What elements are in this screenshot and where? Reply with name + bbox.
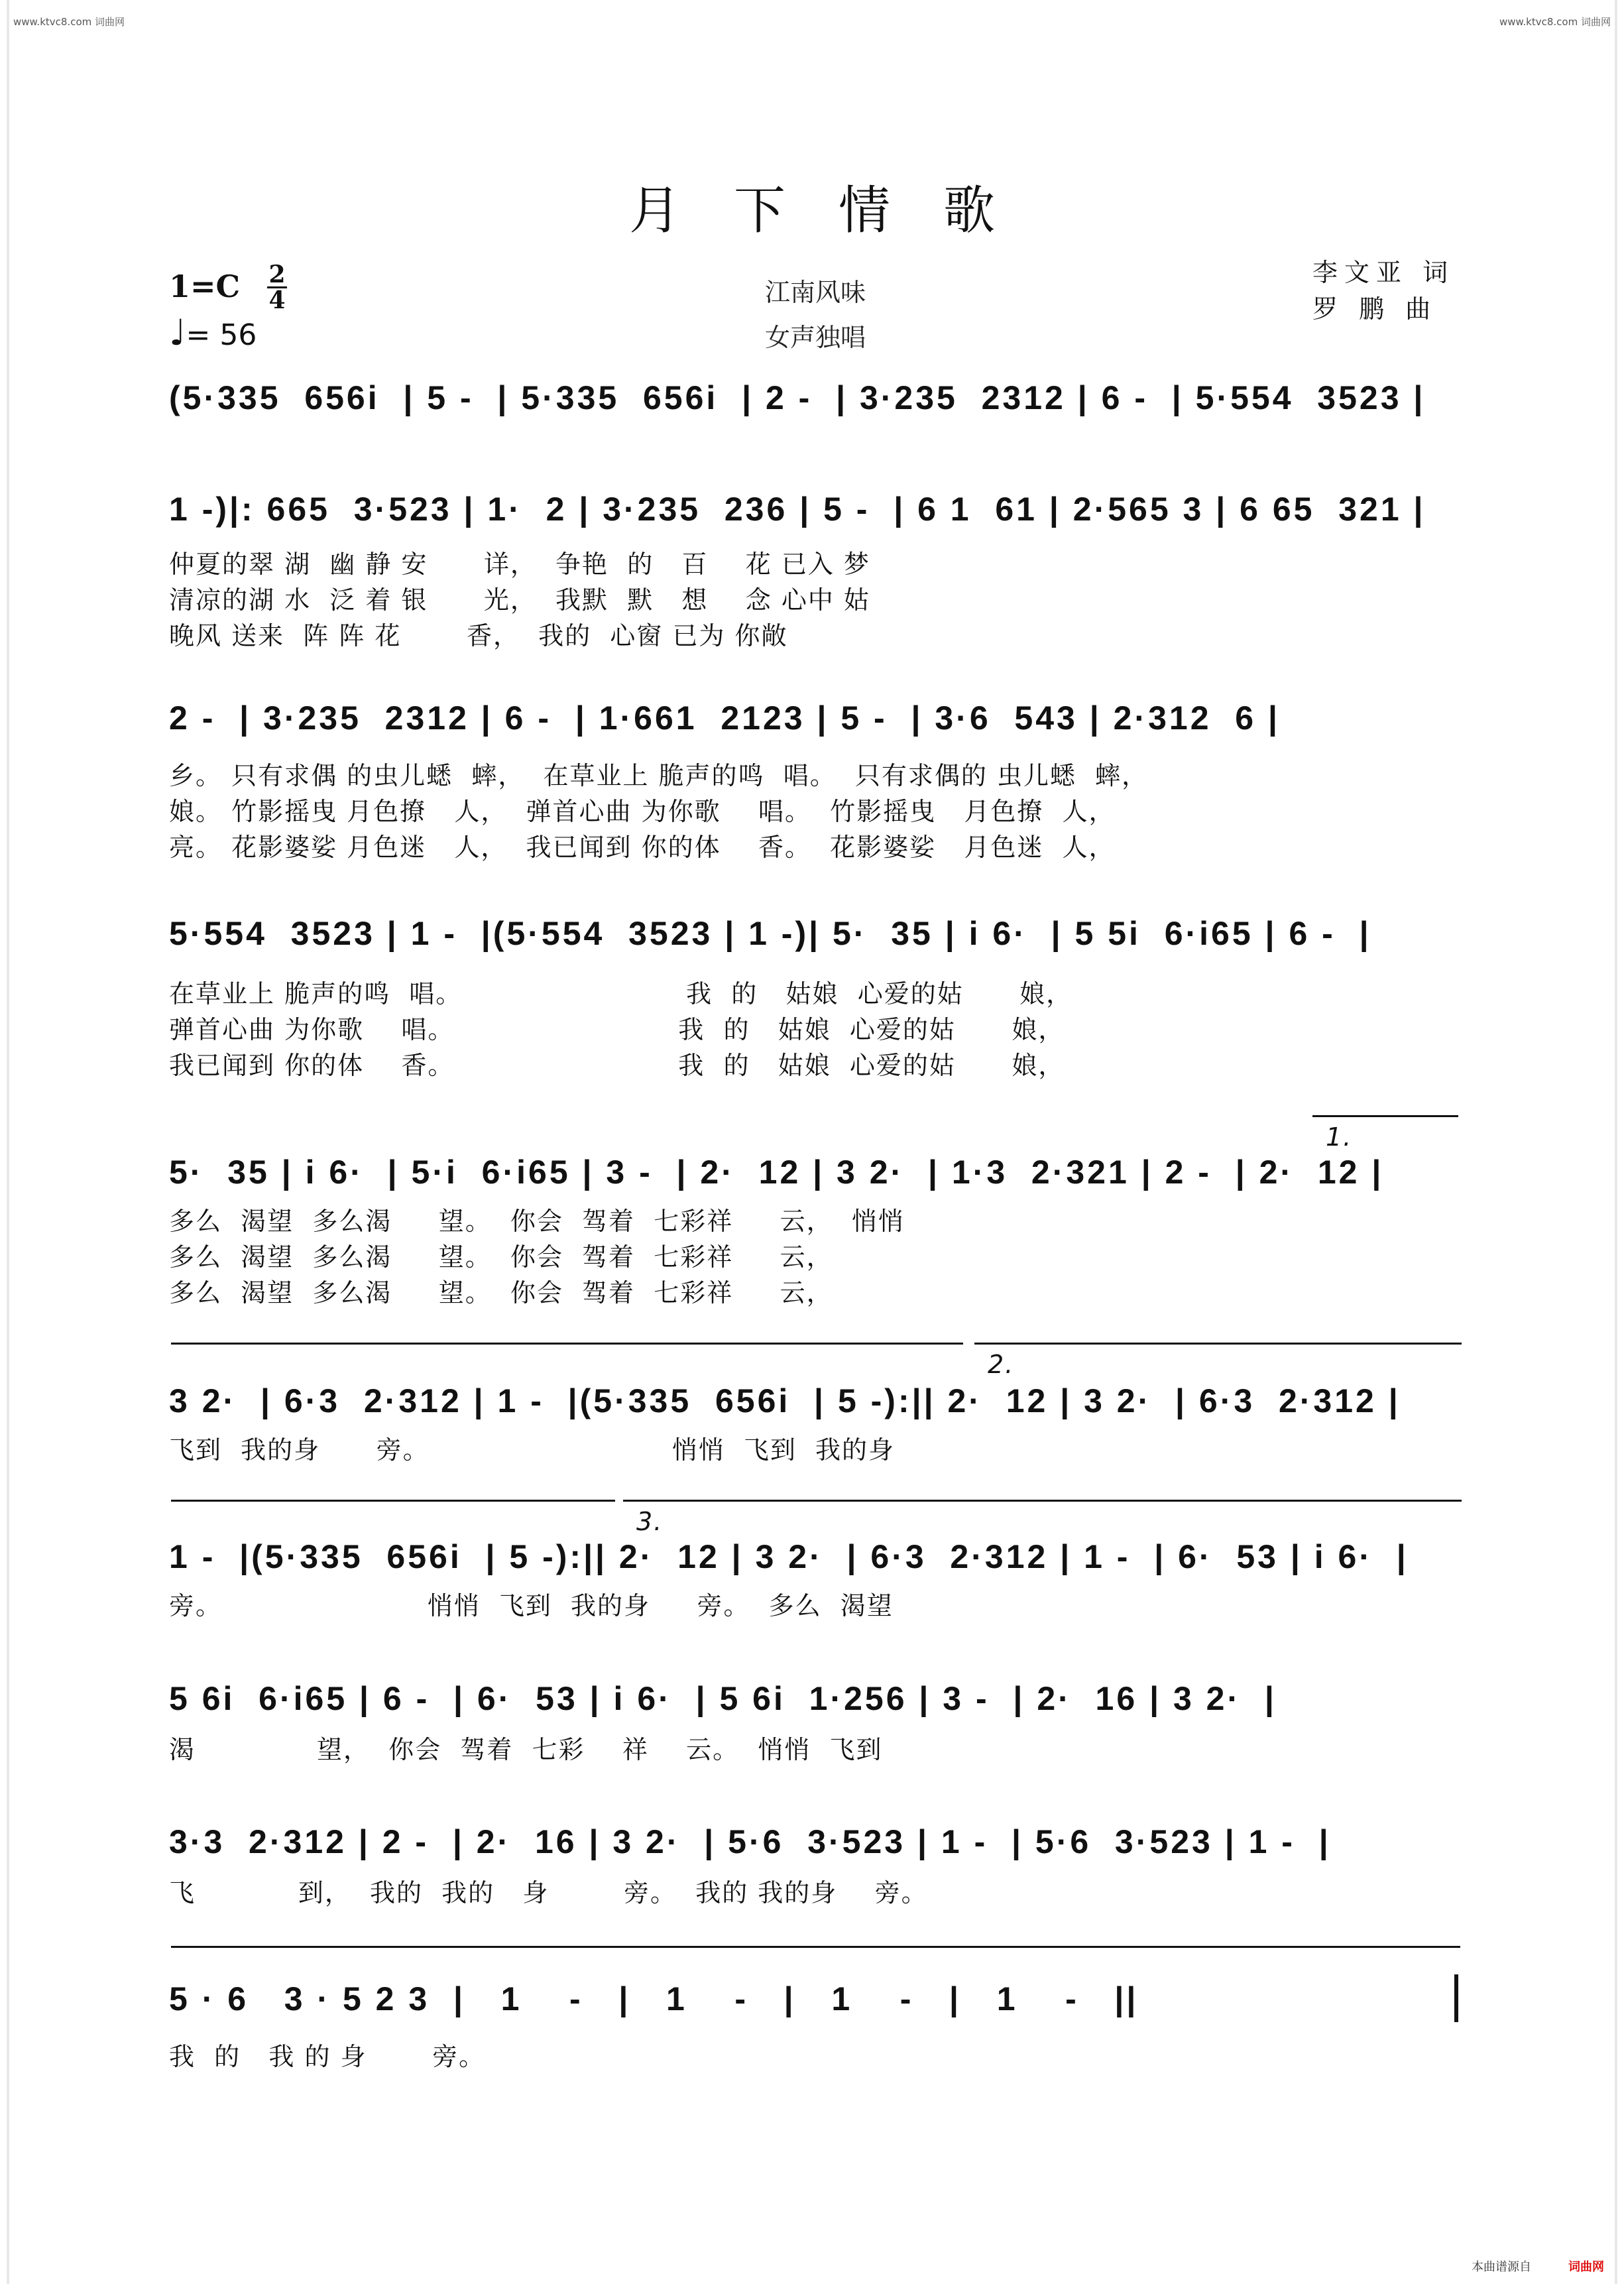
system-4-lyric-1: 在草业上 脆声的鸣 唱。 我 的 姑娘 心爱的姑 娘， xyxy=(169,979,1073,1008)
system-10-notes: 5 · 6 3 · 5 2 3 | 1 - | 1 - | 1 - | 1 - || xyxy=(169,1980,1139,2017)
system-4-notes: 5·554 3523 | 1 - |(5·554 3523 | 1 -)| 5· 35 | i 6· | 5 5i 6·i65 | 6 - | xyxy=(169,915,1371,952)
volta-2-bracket xyxy=(974,1343,1462,1345)
key-signature: 1=C xyxy=(169,269,241,304)
tempo-value: = 56 xyxy=(186,318,257,352)
volta-3-continuation xyxy=(171,1946,1460,1948)
time-signature-bottom: 4 xyxy=(268,286,286,314)
system-9-lyric-1: 飞 到， 我的 我的 身 旁。 我的 我的身 旁。 xyxy=(169,1878,928,1907)
system-9-notes: 3·3 2·312 | 2 - | 2· 16 | 3 2· | 5·6 3·523 | 1 - | 5·6 3·523 | 1 - | xyxy=(169,1823,1331,1860)
volta-1-label: 1. xyxy=(1326,1122,1353,1152)
system-6-lyric-1: 飞到 我的身 旁。 悄悄 飞到 我的身 xyxy=(169,1435,896,1465)
system-5-notes: 5· 35 | i 6· | 5·i 6·i65 | 3 - | 2· 12 | 3 2· | 1·3 2·321 | 2 - | 2· 12 | xyxy=(169,1154,1384,1191)
system-5-lyric-3: 多么 渴望 多么渴 望。 你会 驾着 七彩祥 云， xyxy=(169,1278,833,1307)
system-5-lyric-2: 多么 渴望 多么渴 望。 你会 驾着 七彩祥 云， xyxy=(169,1242,833,1272)
composer-credit: 罗 鹏 曲 xyxy=(1312,294,1438,324)
watermark-right: www.ktvc8.com 词曲网 xyxy=(1499,16,1611,28)
volta-1-bracket xyxy=(1312,1115,1458,1117)
volta-3-bracket xyxy=(623,1500,1462,1502)
system-7-notes: 1 - |(5·335 656i | 5 -):|| 2· 12 | 3 2· | 6·3 2·312 | 1 - | 6· 53 | i 6· | xyxy=(169,1538,1409,1575)
system-2-lyric-2: 清凉的湖 水 泛 着 银 光， 我默 默 想 念 心中 姑 xyxy=(169,585,870,615)
system-4-lyric-2: 弹首心曲 为你歌 唱。 我 的 姑娘 心爱的姑 娘， xyxy=(169,1015,1065,1044)
system-8-notes: 5 6i 6·i65 | 6 - | 6· 53 | i 6· | 5 6i 1·256 | 3 - | 2· 16 | 3 2· | xyxy=(169,1680,1277,1717)
left-margin-strip xyxy=(7,0,9,2284)
system-4-lyric-3: 我已闻到 你的体 香。 我 的 姑娘 心爱的姑 娘， xyxy=(169,1051,1065,1080)
system-3-lyric-3: 亮。 花影婆娑 月色迷 人， 我已闻到 你的体 香。 花影婆娑 月色迷 人， xyxy=(169,833,1116,862)
system-2-lyric-1: 仲夏的翠 湖 幽 静 安 详， 争艳 的 百 花 已入 梦 xyxy=(169,550,870,579)
style-marking: 江南风味 xyxy=(764,278,866,307)
tempo-marking xyxy=(169,312,257,353)
song-title: 月下情歌 xyxy=(628,181,1048,241)
system-3-lyric-1: 乡。 只有求偶 的虫儿蟋 蟀， 在草业上 脆声的鸣 唱。 只有求偶的 虫儿蟋 蟀， xyxy=(169,761,1149,790)
right-margin-strip xyxy=(1615,0,1617,2284)
footer-site-link[interactable]: 词曲网 xyxy=(1568,2260,1604,2274)
volta-1-continuation xyxy=(171,1343,963,1345)
volta-2-label: 2. xyxy=(988,1350,1015,1379)
time-signature xyxy=(265,263,289,312)
lyricist-credit: 李文亚 词 xyxy=(1312,258,1455,287)
system-3-lyric-2: 娘。 竹影摇曳 月色撩 人， 弹首心曲 为你歌 唱。 竹影摇曳 月色撩 人， xyxy=(169,797,1116,826)
volta-2-continuation xyxy=(171,1500,615,1502)
time-signature-top: 2 xyxy=(268,261,286,288)
system-8-lyric-1: 渴 望， 你会 驾着 七彩 祥 云。 悄悄 飞到 xyxy=(169,1735,883,1764)
system-3-notes: 2 - | 3·235 2312 | 6 - | 1·661 2123 | 5 - | 3·6 543 | 2·312 6 | xyxy=(169,699,1280,737)
system-10-lyric-1: 我 的 我 的 身 旁。 xyxy=(169,2042,486,2071)
final-barline xyxy=(1454,1974,1458,2022)
watermark-left: www.ktvc8.com 词曲网 xyxy=(13,16,125,28)
performance-marking: 女声独唱 xyxy=(764,323,866,352)
system-7-lyric-1: 旁。 悄悄 飞到 我的身 旁。 多么 渴望 xyxy=(169,1591,894,1620)
volta-3-label: 3. xyxy=(636,1507,664,1536)
system-6-notes: 3 2· | 6·3 2·312 | 1 - |(5·335 656i | 5 -):|| 2· 12 | 3 2· | 6·3 2·312 | xyxy=(169,1382,1401,1419)
footer-source: 本曲谱源自 xyxy=(1472,2260,1531,2274)
system-5-lyric-1: 多么 渴望 多么渴 望。 你会 驾着 七彩祥 云， 悄悄 xyxy=(169,1207,905,1236)
system-2-notes: 1 -)|: 665 3·523 | 1· 2 | 3·235 236 | 5 - | 6 1 61 | 2·565 3 | 6 65 321 | xyxy=(169,491,1426,528)
system-1-notes: (5·335 656i | 5 - | 5·335 656i | 2 - | 3·235 2312 | 6 - | 5·554 3523 | xyxy=(169,379,1426,416)
quarter-note-icon: ♩ xyxy=(169,312,186,353)
system-2-lyric-3: 晚风 送来 阵 阵 花 香， 我的 心窗 已为 你敞 xyxy=(169,621,788,650)
